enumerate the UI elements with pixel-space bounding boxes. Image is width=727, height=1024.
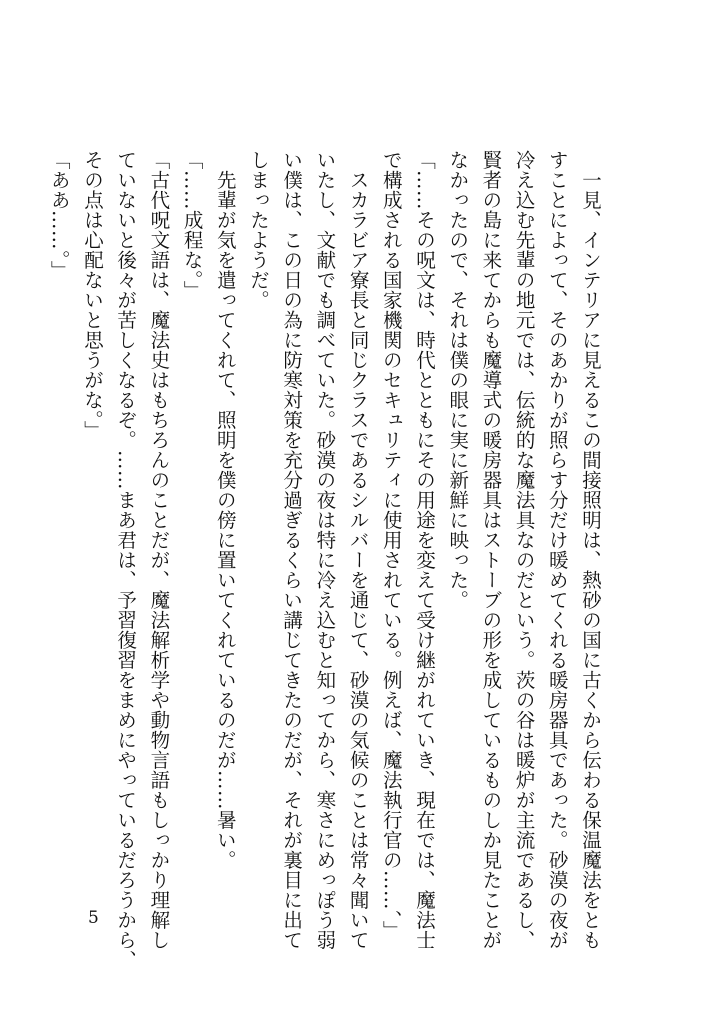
- text-line: 「古代呪文語は、魔法史はもちろんのことだが、魔法解析学や動物言語もしっかり理解し: [147, 150, 171, 950]
- text-line: 先輩が気を遣ってくれて、照明を僕の傍に置いてくれているのだが……暑い。: [213, 150, 237, 870]
- text-line: すことによって、そのあかりが照らす分だけ暖めてくれる暖房器具であった。砂漠の夜が: [545, 150, 569, 950]
- text-line: 「……成程な。」: [180, 150, 204, 301]
- text-line: で構成される国家機関のセキュリティに使用されている。例えば、魔法執行官の……、」: [379, 150, 403, 941]
- text-line: ていないと後々が苦しくなるぞ。……まあ君は、予習復習をまめにやっているだろうから、: [114, 150, 138, 970]
- text-line: 冷え込む先輩の地元では、伝統的な魔法具なのだという。茨の谷は暖炉が主流であるし、: [512, 150, 536, 950]
- text-line: 「……その呪文は、時代とともにその用途を変えて受け継がれていき、現在では、魔法士: [412, 150, 436, 950]
- text-line: スカラビア寮長と同じクラスであるシルバーを通じて、砂漠の気候のことは常々聞いて: [346, 150, 370, 950]
- text-line: 賢者の島に来てからも魔導式の暖房器具はストーブの形を成しているものしか見たことが: [479, 150, 503, 950]
- text-line: 「ああ……。」: [47, 150, 71, 281]
- text-line: なかったので、それは僕の眼に実に新鮮に映った。: [446, 150, 470, 610]
- text-line: いたし、文献でも調べていた。砂漠の夜は特に冷え込むと知ってから、寒さにめっぽう弱: [313, 150, 337, 950]
- page-number: 5: [88, 908, 99, 928]
- vertical-text-body: [43, 150, 607, 970]
- text-line: しまったようだ。: [246, 150, 270, 310]
- text-line: い僕は、この日の為に防寒対策を充分過ぎるくらい講じてきたのだが、それが裏目に出て: [280, 150, 304, 950]
- text-line: 一見、インテリアに見えるこの間接照明は、熱砂の国に古くから伝わる保温魔法をとも: [579, 150, 602, 950]
- text-line: その点は心配ないと思うがな。」: [80, 150, 104, 441]
